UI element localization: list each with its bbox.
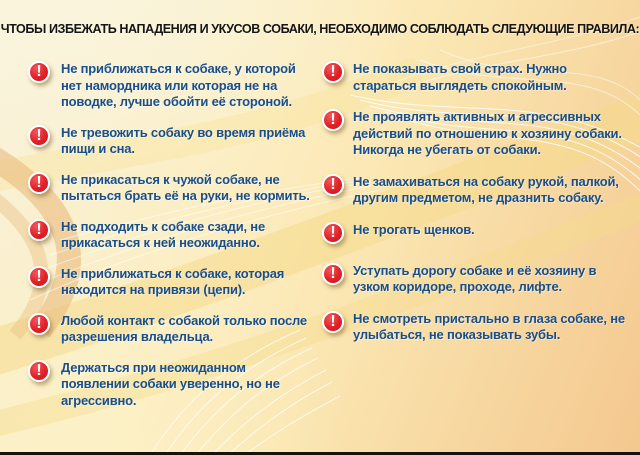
- rule-text: Не приближаться к собаке, у которой нет намордника или которая не на поводке, лучше обойти её стороной.: [61, 61, 296, 109]
- rules-column-left: [28, 61, 312, 409]
- rule-text: Не замахиваться на собаку рукой, палкой, другим предметом, не дразнить собаку.: [353, 173, 619, 205]
- warning-exclamation-icon: !: [322, 222, 344, 244]
- rule-item: [28, 219, 312, 252]
- rule-text: Не прикасаться к чужой собаке, не пытаться брать её на руки, не кормить.: [61, 171, 310, 203]
- warning-exclamation-icon: !: [28, 172, 50, 194]
- warning-exclamation-icon: !: [322, 263, 344, 285]
- warning-exclamation-icon: !: [322, 109, 344, 131]
- rule-text: Не проявлять активных и агрессивных действий по отношению к хозяину собаки. Никогда не убегать от собаки.: [353, 109, 622, 157]
- rule-text: Любой контакт с собакой только после разрешения владельца.: [61, 312, 307, 344]
- rule-text: Не смотреть пристально в глаза собаке, не улыбаться, не показывать зубы.: [353, 310, 625, 342]
- warning-exclamation-icon: !: [322, 311, 344, 333]
- rule-text: Держаться при неожиданном появлении собаки уверенно, но не агрессивно.: [61, 359, 280, 408]
- warning-exclamation-icon: !: [28, 219, 50, 241]
- warning-exclamation-icon: !: [28, 61, 50, 83]
- rule-item: [28, 172, 312, 205]
- warning-exclamation-icon: !: [28, 360, 50, 382]
- rule-item: [28, 313, 312, 346]
- warning-exclamation-icon: !: [28, 125, 50, 147]
- rule-item: [322, 263, 632, 296]
- rule-text: Уступать дорогу собаке и её хозяину в узком коридоре, проходе, лифте.: [353, 262, 597, 294]
- rule-item: [28, 266, 312, 299]
- warning-exclamation-icon: !: [322, 174, 344, 196]
- poster-title: ЧТОБЫ ИЗБЕЖАТЬ НАПАДЕНИЯ И УКУСОВ СОБАКИ, НЕОБХОДИМО СОБЛЮДАТЬ СЛЕДУЮЩИЕ ПРАВИЛА:: [0, 22, 640, 36]
- rule-item: [322, 174, 632, 207]
- rule-item: [322, 61, 632, 94]
- rules-column-right: [322, 61, 632, 344]
- rule-text: Не тревожить собаку во время приёма пищи и сна.: [61, 124, 306, 156]
- rule-item: [28, 360, 312, 410]
- warning-exclamation-icon: !: [28, 313, 50, 335]
- rule-text: Не подходить к собаке сзади, не прикасаться к ней неожиданно.: [61, 218, 265, 250]
- rule-item: [322, 311, 632, 344]
- rule-text: Не приближаться к собаке, которая находится на привязи (цепи).: [61, 265, 285, 297]
- rule-item: [322, 222, 632, 248]
- warning-exclamation-icon: !: [322, 61, 344, 83]
- rule-text: Не показывать свой страх. Нужно стараться выглядеть спокойным.: [353, 61, 567, 93]
- rule-item: [28, 125, 312, 158]
- rule-text: Не трогать щенков.: [353, 221, 475, 237]
- rule-item: [322, 109, 632, 159]
- rule-item: [28, 61, 312, 111]
- warning-exclamation-icon: !: [28, 266, 50, 288]
